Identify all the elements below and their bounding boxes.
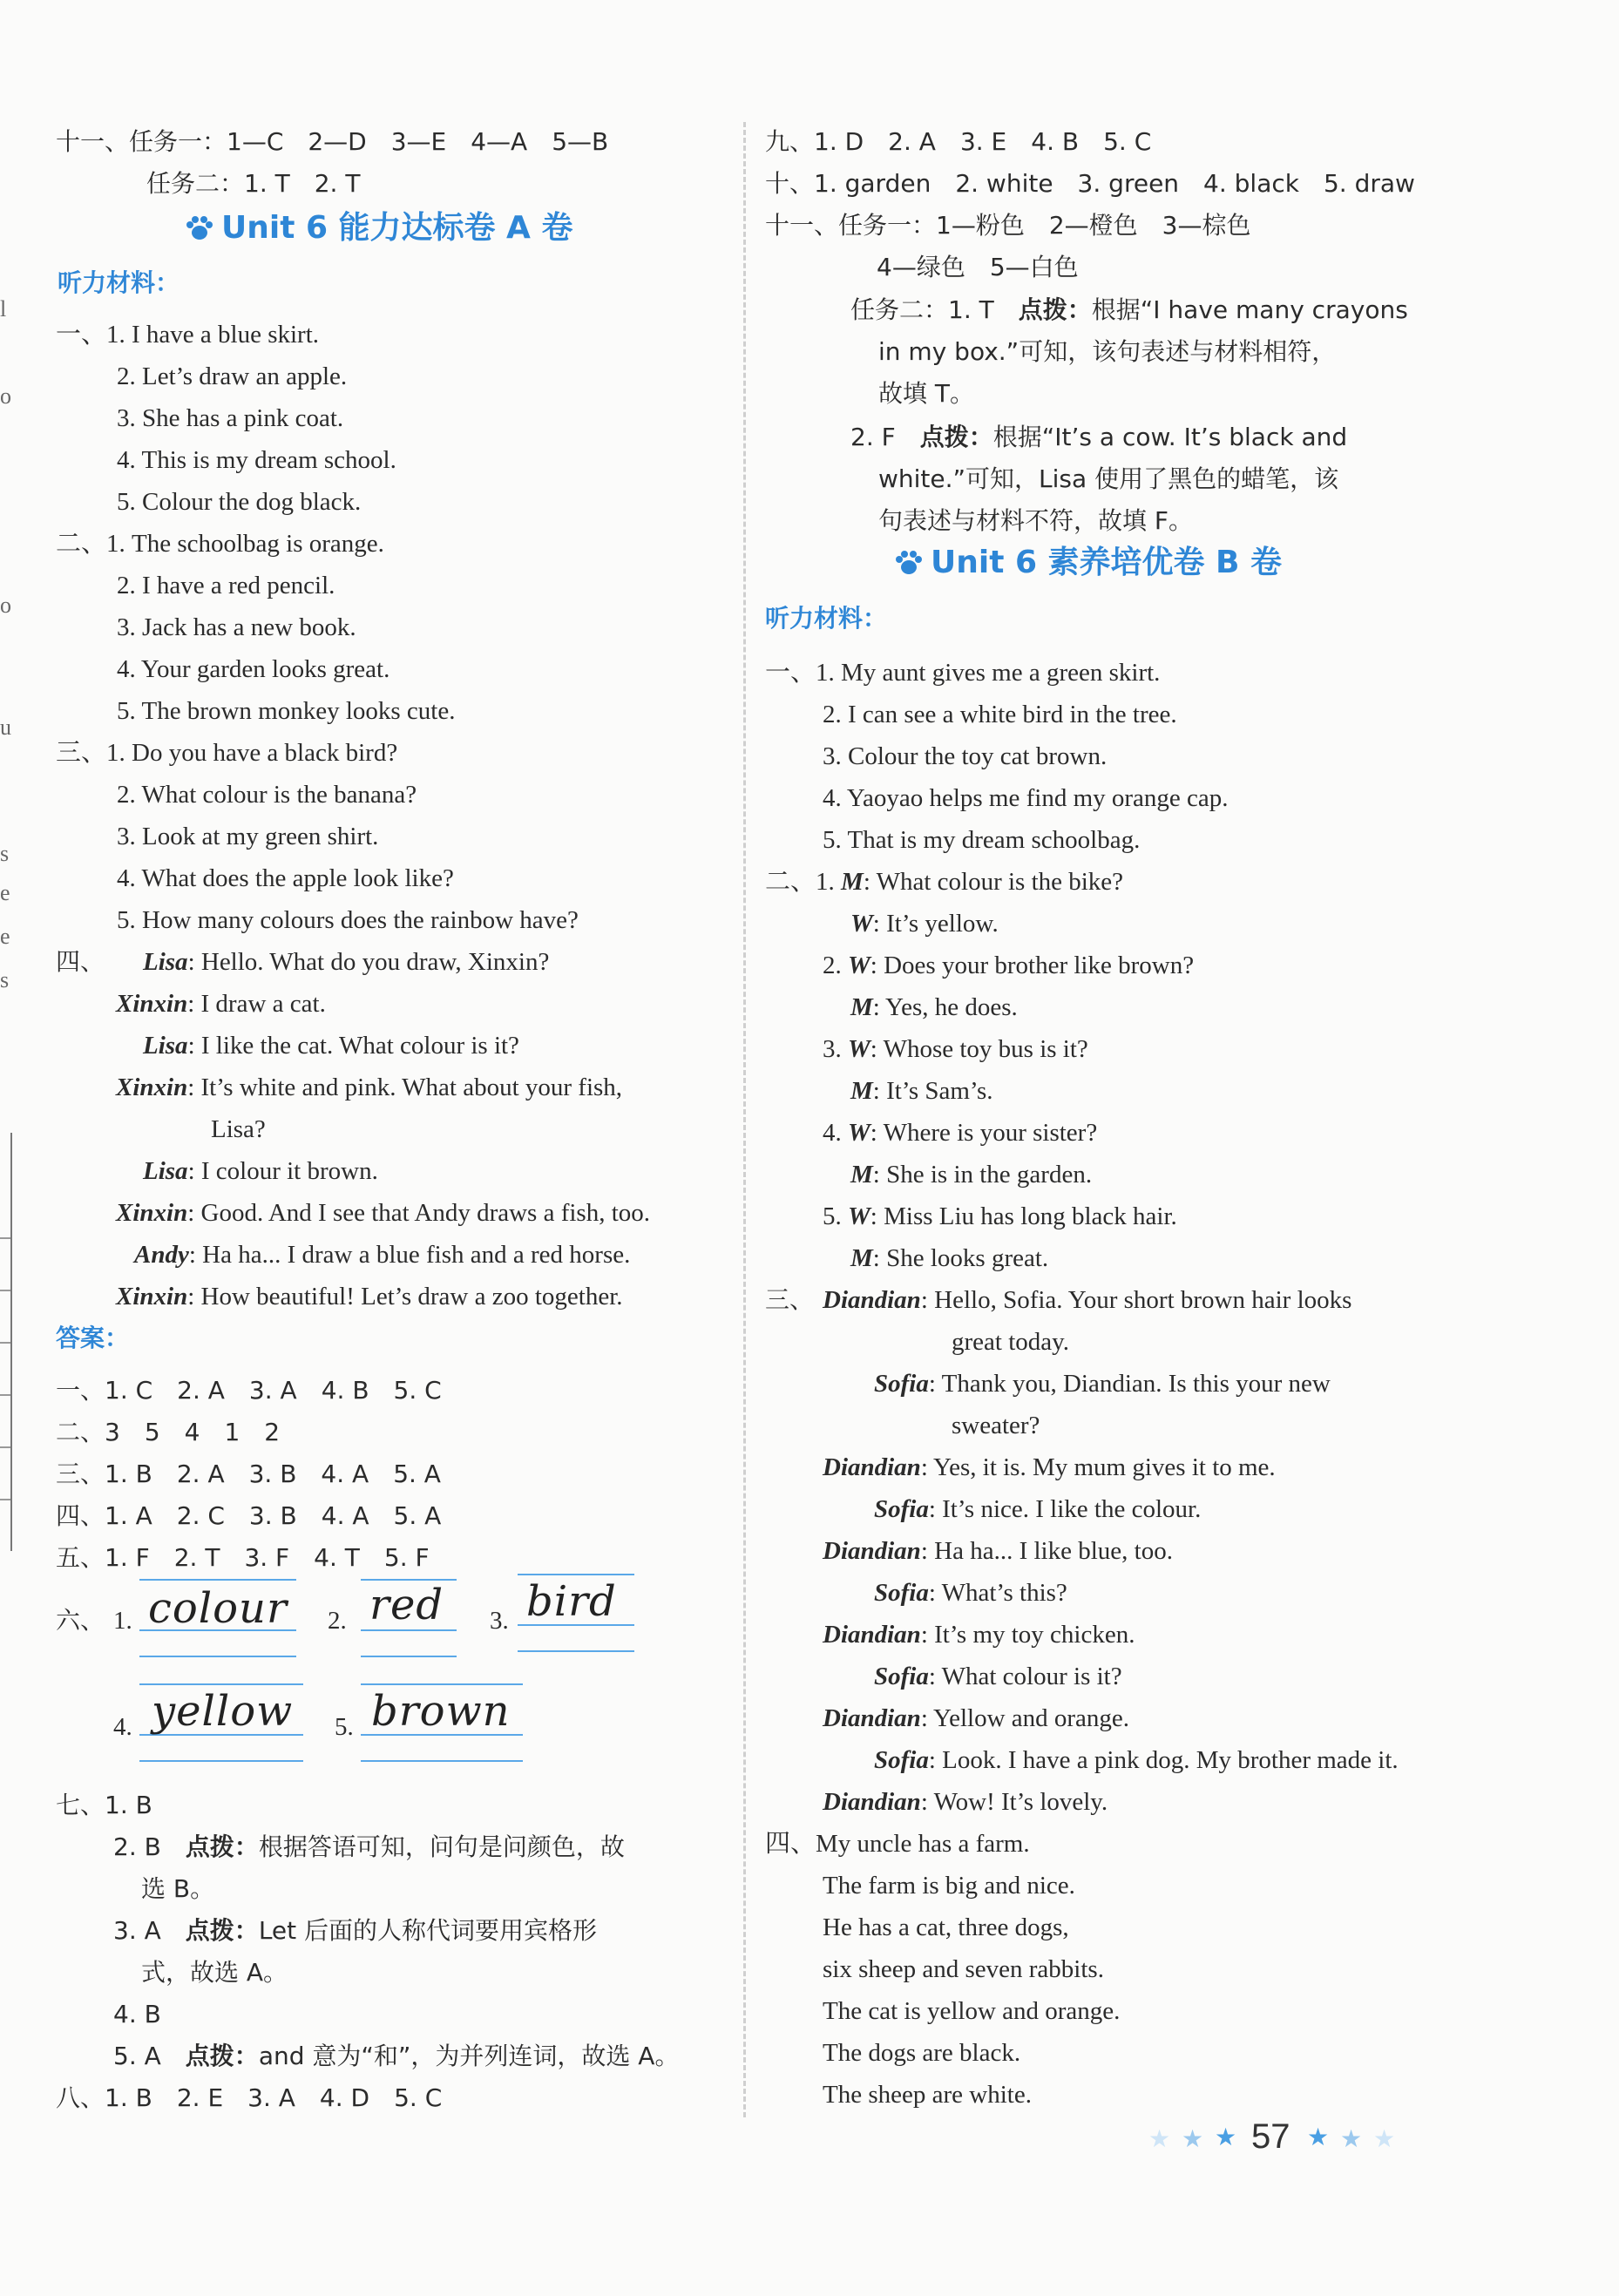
item-number: 二、1. — [765, 868, 842, 896]
dialog-line — [143, 945, 549, 979]
dialog-line — [116, 1279, 623, 1314]
handwritten-word: bird — [526, 1577, 617, 1626]
dialog-text: : I draw a cat. — [187, 990, 326, 1018]
answer-line — [113, 1913, 597, 1948]
tip-label: 点拨： — [185, 1832, 259, 1861]
dialog-text: : It’s my toy chicken. — [920, 1621, 1135, 1649]
handwritten-word: brown — [371, 1687, 511, 1736]
answer-line: 十一、任务一：1—粉色 2—橙色 3—棕色 — [765, 211, 1251, 240]
speaker: Lisa — [143, 1032, 188, 1060]
dialog-line — [850, 990, 1018, 1025]
answer-line: 十、1. garden 2. white 3. green 4. black 5. draw — [765, 169, 1415, 198]
answer-line: 4—绿色 5—白色 — [877, 253, 1079, 281]
dialog-line — [874, 1659, 1122, 1694]
speaker: Sofia — [874, 1746, 929, 1774]
dialog-line — [765, 864, 1123, 899]
dialog-line — [850, 1241, 1048, 1276]
edge-letter: e — [0, 924, 10, 949]
list-item: 2. I have a red pencil. — [117, 572, 335, 599]
tip-text: white.”可知，Lisa 使用了黑色的蜡笔，该 — [878, 464, 1339, 493]
edge-letter: l — [0, 296, 7, 322]
tip-label: 点拨： — [185, 1916, 259, 1945]
speaker: Sofia — [874, 1370, 929, 1398]
dialog-line — [874, 1366, 1331, 1401]
dialog-line — [952, 1324, 1069, 1359]
writing-rule — [139, 1579, 296, 1581]
dialog-line — [823, 1617, 1135, 1652]
answer-number: 2. B — [113, 1832, 161, 1861]
dialog-line — [823, 1701, 1129, 1736]
dialog-text: : Look. I have a pink dog. My brother made it. — [928, 1746, 1399, 1774]
answer-number: 2. F — [850, 423, 896, 451]
list-item: 一、1. I have a blue skirt. — [56, 321, 320, 349]
answer-number: 任务二：1. T — [850, 295, 994, 324]
dialog-line — [116, 986, 326, 1021]
edge-letter: o — [0, 593, 11, 618]
dialog-line — [874, 1743, 1399, 1778]
speaker: Xinxin — [116, 990, 188, 1018]
star-icon: ★ — [1148, 2124, 1171, 2153]
speaker: W — [848, 952, 870, 979]
paw-icon — [185, 215, 214, 241]
list-item: 2. I can see a white bird in the tree. — [823, 701, 1177, 728]
speaker: M — [850, 1244, 873, 1272]
answer-number: 3. A — [113, 1916, 161, 1945]
list-item: 5. That is my dream schoolbag. — [823, 826, 1141, 854]
answer-line: 九、1. D 2. A 3. E 4. B 5. C — [765, 127, 1152, 156]
item-number: 5. — [823, 1202, 848, 1230]
dialog-line — [134, 1237, 630, 1272]
task-line: 任务二：1. T 2. T — [146, 169, 361, 198]
writing-rule — [518, 1650, 634, 1652]
list-item: 3. Jack has a new book. — [117, 613, 356, 641]
edge-letter: o — [0, 383, 11, 409]
list-item: 5. How many colours does the rainbow have? — [117, 906, 579, 934]
speaker: W — [850, 910, 873, 938]
tip-label: 点拨： — [919, 423, 993, 451]
hw-number: 2. — [328, 1607, 347, 1635]
list-item: 二、1. The schoolbag is orange. — [56, 530, 384, 558]
dialog-line — [116, 1070, 622, 1105]
dialog-text: : Wow! It’s lovely. — [920, 1788, 1108, 1816]
dialog-text: : Yellow and orange. — [920, 1704, 1130, 1732]
list-item: The dogs are black. — [823, 2039, 1021, 2067]
writing-rule — [518, 1574, 634, 1575]
dialog-text: Lisa? — [211, 1115, 266, 1143]
page-number: 57 — [1251, 2117, 1290, 2156]
column-divider — [743, 122, 746, 2117]
answer-line — [850, 420, 1347, 455]
task-line: 十一、任务一：1—C 2—D 3—E 4—A 5—B — [56, 127, 609, 156]
speaker: W — [848, 1202, 870, 1230]
listening-heading: 听力材料： — [58, 268, 180, 297]
edge-letter: e — [0, 880, 10, 905]
dialog-text: : What colour is it? — [928, 1663, 1122, 1690]
section-label: 四、 — [56, 947, 105, 976]
dialog-line — [874, 1575, 1067, 1610]
speaker: Diandian — [823, 1286, 921, 1314]
handwritten-word: yellow — [152, 1687, 294, 1736]
list-item: 三、1. Do you have a black bird? — [56, 739, 398, 767]
speaker: Xinxin — [116, 1199, 188, 1227]
writing-rule — [139, 1683, 303, 1685]
listening-heading: 听力材料： — [765, 604, 888, 633]
tip-text: 式，故选 A。 — [141, 1958, 288, 1987]
dialog-line — [874, 1492, 1201, 1527]
answer-line: 二、3 5 4 1 2 — [56, 1418, 281, 1446]
list-item: 2. What colour is the banana? — [117, 781, 417, 809]
list-item: 3. Look at my green shirt. — [117, 823, 379, 850]
speaker: Lisa — [143, 1157, 188, 1185]
dialog-line — [211, 1112, 266, 1147]
dialog-line — [823, 948, 1194, 983]
speaker: Sofia — [874, 1663, 929, 1690]
list-item: 4. Your garden looks great. — [117, 655, 390, 683]
dialog-line — [823, 1032, 1088, 1067]
list-item: 一、1. My aunt gives me a green skirt. — [765, 659, 1161, 687]
speaker: Diandian — [823, 1453, 921, 1481]
dialog-line — [143, 1028, 519, 1063]
speaker: Lisa — [143, 948, 188, 976]
answer-line: 七、1. B — [56, 1791, 152, 1819]
answer-line: 五、1. F 2. T 3. F 4. T 5. F — [56, 1543, 430, 1572]
dialog-text: sweater? — [952, 1412, 1040, 1439]
list-item: 5. Colour the dog black. — [117, 488, 362, 516]
star-icon: ★ — [1373, 2124, 1396, 2153]
dialog-text: : Hello, Sofia. Your short brown hair looks — [920, 1286, 1352, 1314]
list-item: six sheep and seven rabbits. — [823, 1955, 1104, 1983]
speaker: M — [850, 1077, 873, 1105]
dialog-text: : It’s white and pink. What about your fish, — [187, 1073, 623, 1101]
speaker: Diandian — [823, 1788, 921, 1816]
answer-number: 5. A — [113, 2042, 161, 2070]
previous-page-table-edge — [0, 1133, 12, 1551]
list-item: 4. What does the apple look like? — [117, 864, 454, 892]
list-item: 四、My uncle has a farm. — [765, 1830, 1030, 1858]
dialog-text: : Ha ha... I like blue, too. — [920, 1537, 1173, 1565]
unit-title-b-text: Unit 6 素养培优卷 B 卷 — [931, 545, 1283, 580]
list-item: 3. She has a pink coat. — [117, 404, 344, 432]
section-label: 六、 — [56, 1606, 105, 1635]
writing-rule — [361, 1760, 523, 1762]
handwritten-word: red — [369, 1581, 444, 1629]
speaker: M — [850, 1161, 873, 1189]
dialog-text: : Ha ha... I draw a blue fish and a red horse. — [188, 1241, 631, 1269]
dialog-text: : Hello. What do you draw, Xinxin? — [187, 948, 550, 976]
dialog-line — [823, 1283, 1351, 1317]
answer-line: 三、1. B 2. A 3. B 4. A 5. A — [56, 1460, 441, 1488]
dialog-text: : Yes, he does. — [872, 993, 1018, 1021]
dialog-line — [116, 1195, 650, 1230]
list-item: The farm is big and nice. — [823, 1872, 1075, 1900]
star-icon: ★ — [1182, 2124, 1204, 2153]
writing-rule — [139, 1760, 303, 1762]
item-number: 4. — [823, 1119, 848, 1147]
dialog-line — [952, 1408, 1040, 1443]
speaker: Sofia — [874, 1579, 929, 1607]
speaker: M — [850, 993, 873, 1021]
tip-label: 点拨： — [1018, 295, 1092, 324]
tip-text: 根据答语可知，问句是问颜色，故 — [258, 1832, 625, 1861]
tip-label: 点拨： — [185, 2042, 259, 2070]
answer-line: 一、1. C 2. A 3. A 4. B 5. C — [56, 1376, 442, 1405]
answer-line: 八、1. B 2. E 3. A 4. D 5. C — [56, 2083, 443, 2112]
list-item: 4. This is my dream school. — [117, 446, 396, 474]
answer-line — [113, 2039, 679, 2074]
speaker: Diandian — [823, 1704, 921, 1732]
tip-text: and 意为“和”，为并列连词，故选 A。 — [258, 2042, 680, 2070]
paw-icon — [894, 550, 924, 576]
dialog-line — [823, 1785, 1108, 1819]
tip-text: Let 后面的人称代词要用宾格形 — [258, 1916, 598, 1945]
speaker: Diandian — [823, 1621, 921, 1649]
writing-rule — [361, 1656, 457, 1657]
speaker: Diandian — [823, 1537, 921, 1565]
tip-text: 故填 T。 — [878, 379, 975, 408]
tip-text: 选 B。 — [141, 1874, 215, 1903]
tip-text: 根据“It’s a cow. It’s black and — [992, 423, 1348, 451]
speaker: M — [841, 868, 864, 896]
speaker: Andy — [134, 1241, 189, 1269]
dialog-text: : I colour it brown. — [187, 1157, 378, 1185]
dialog-text: : It’s yellow. — [872, 910, 999, 938]
answer-line: 4. B — [113, 2000, 161, 2028]
dialog-line — [823, 1450, 1276, 1485]
list-item: The cat is yellow and orange. — [823, 1997, 1121, 2025]
dialog-text: : What colour is the bike? — [863, 868, 1124, 896]
dialog-text: : Whose toy bus is it? — [870, 1035, 1088, 1063]
list-item: He has a cat, three dogs, — [823, 1913, 1069, 1941]
dialog-text: : Yes, it is. My mum gives it to me. — [920, 1453, 1276, 1481]
speaker: Xinxin — [116, 1283, 188, 1311]
star-icon: ★ — [1340, 2124, 1363, 2153]
unit-title-a — [185, 207, 572, 249]
edge-letter: s — [0, 841, 10, 866]
star-icon: ★ — [1215, 2123, 1237, 2151]
writing-rule — [139, 1656, 296, 1657]
dialog-text: : Does your brother like brown? — [870, 952, 1195, 979]
answer-line — [113, 1830, 625, 1865]
item-number: 3. — [823, 1035, 848, 1063]
answers-heading: 答案： — [56, 1324, 130, 1352]
dialog-line — [823, 1115, 1097, 1150]
speaker: W — [848, 1119, 870, 1147]
dialog-text: : Good. And I see that Andy draws a fish, too. — [187, 1199, 651, 1227]
speaker: Sofia — [874, 1495, 929, 1523]
dialog-text: : What’s this? — [928, 1579, 1067, 1607]
tip-text: 根据“I have many crayons — [1091, 295, 1408, 324]
edge-letter: u — [0, 715, 11, 740]
section-label: 三、 — [765, 1285, 815, 1314]
dialog-line — [823, 1534, 1173, 1568]
dialog-text: : She looks great. — [872, 1244, 1049, 1272]
handwritten-word: colour — [148, 1584, 288, 1633]
dialog-text: : She is in the garden. — [872, 1161, 1093, 1189]
edge-letter: s — [0, 967, 10, 992]
hw-number: 4. — [113, 1713, 132, 1741]
dialog-text: : I like the cat. What colour is it? — [187, 1032, 519, 1060]
writing-rule — [361, 1629, 457, 1631]
speaker: W — [848, 1035, 870, 1063]
hw-number: 1. — [113, 1607, 132, 1635]
answer-line: 四、1. A 2. C 3. B 4. A 5. A — [56, 1501, 442, 1530]
dialog-text: : Miss Liu has long black hair. — [870, 1202, 1177, 1230]
dialog-line — [850, 1157, 1092, 1192]
dialog-text: great today. — [952, 1328, 1070, 1356]
tip-text: in my box.”可知，该句表述与材料相符， — [878, 337, 1337, 366]
list-item: 5. The brown monkey looks cute. — [117, 697, 456, 725]
dialog-line — [850, 1073, 993, 1108]
answer-line — [850, 293, 1408, 328]
dialog-text: : Thank you, Diandian. Is this your new — [928, 1370, 1331, 1398]
dialog-line — [143, 1154, 378, 1189]
hw-number: 3. — [490, 1607, 509, 1635]
hw-number: 5. — [335, 1713, 354, 1741]
dialog-line — [850, 906, 999, 941]
list-item: 2. Let’s draw an apple. — [117, 362, 348, 390]
dialog-text: : It’s Sam’s. — [872, 1077, 993, 1105]
speaker: Xinxin — [116, 1073, 188, 1101]
unit-title-a-text: Unit 6 能力达标卷 A 卷 — [221, 210, 573, 246]
list-item: 4. Yaoyao helps me find my orange cap. — [823, 784, 1229, 812]
dialog-line — [823, 1199, 1177, 1234]
dialog-text: : Where is your sister? — [870, 1119, 1098, 1147]
unit-title-b — [894, 542, 1282, 584]
dialog-text: : It’s nice. I like the colour. — [928, 1495, 1202, 1523]
list-item: The sheep are white. — [823, 2081, 1032, 2109]
dialog-text: : How beautiful! Let’s draw a zoo together. — [187, 1283, 623, 1311]
star-icon: ★ — [1307, 2123, 1330, 2151]
writing-rule — [361, 1683, 523, 1685]
item-number: 2. — [823, 952, 848, 979]
list-item: 3. Colour the toy cat brown. — [823, 742, 1108, 770]
tip-text: 句表述与材料不符，故填 F。 — [878, 506, 1194, 535]
